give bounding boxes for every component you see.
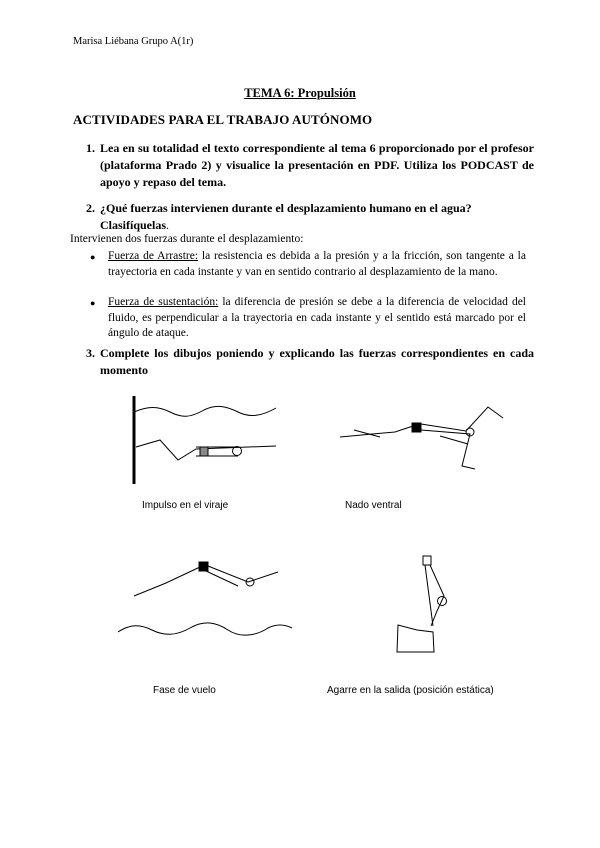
activity-number: 1.: [86, 141, 95, 155]
activity-text: Lea en su totalidad el texto correspondiente al tema 6 proporcionado por el profesor (plataforma Prado 2) y visualice la presentación en PDF. Utiliza los PODCAST de apoyo y repaso del tema.: [100, 141, 534, 189]
bullet-term: Fuerza de sustentación:: [108, 296, 219, 308]
figure-start-grab: [397, 556, 447, 652]
figure-front-swim: [340, 407, 503, 469]
starting-block: [397, 625, 434, 652]
swimmer-body: [208, 566, 278, 582]
answer-intro: Intervienen dos fuerzas durante el desplazamiento:: [70, 233, 304, 245]
bullet-body: la diferencia de presión se debe a la diferencia de velocidad del fluido, es perpendicular a la trayectoria en cada instante y el sentido está marcado por el ángulo de ataque.: [108, 296, 527, 339]
swimmer-leg: [425, 565, 433, 626]
swimmer-foot: [423, 556, 431, 565]
figure-caption: Agarre en la salida (posición estática): [327, 685, 494, 696]
swimmer-arm: [340, 425, 416, 437]
bullet-marker: ●: [90, 298, 96, 308]
page-title: TEMA 6: Propulsión: [244, 86, 356, 100]
bullet-marker: ●: [90, 252, 96, 262]
activity-text: Complete los dibujos poniendo y explicando las fuerzas correspondientes en cada momento: [100, 346, 534, 377]
bullet-term: Fuerza de Arrastre:: [108, 250, 199, 262]
swimmer-arm: [134, 567, 200, 596]
activity-number: 2.: [86, 201, 95, 215]
water-surface: [118, 623, 292, 635]
activity-text-line2: Clasifíquelas.: [100, 218, 170, 232]
swimmer-hand: [199, 562, 208, 571]
swimmer-part: [200, 447, 208, 456]
swimmer-hand: [412, 423, 421, 432]
figure-caption: Fase de vuelo: [153, 685, 216, 696]
activity-text-line1: ¿Qué fuerzas intervienen durante el desplazamiento humano en el agua?: [100, 201, 472, 215]
figure-caption: Nado ventral: [345, 500, 402, 511]
figure-caption: Impulso en el viraje: [142, 500, 229, 511]
figure-turn-push: [134, 396, 276, 484]
activity-number: 3.: [86, 346, 95, 360]
bullet-body: la resistencia es debida a la presión y a la fricción, son tangente a la trayectoria en cada instante y van en sentido contrario al desplazamiento de la mano.: [108, 250, 526, 278]
water-surface: [134, 406, 276, 416]
page-header-author: Marisa Liébana Grupo A(1r): [73, 36, 194, 47]
swimmer-leg: [421, 407, 503, 431]
section-title: ACTIVIDADES PARA EL TRABAJO AUTÓNOMO: [73, 112, 373, 127]
figure-flight-phase: [118, 562, 292, 635]
